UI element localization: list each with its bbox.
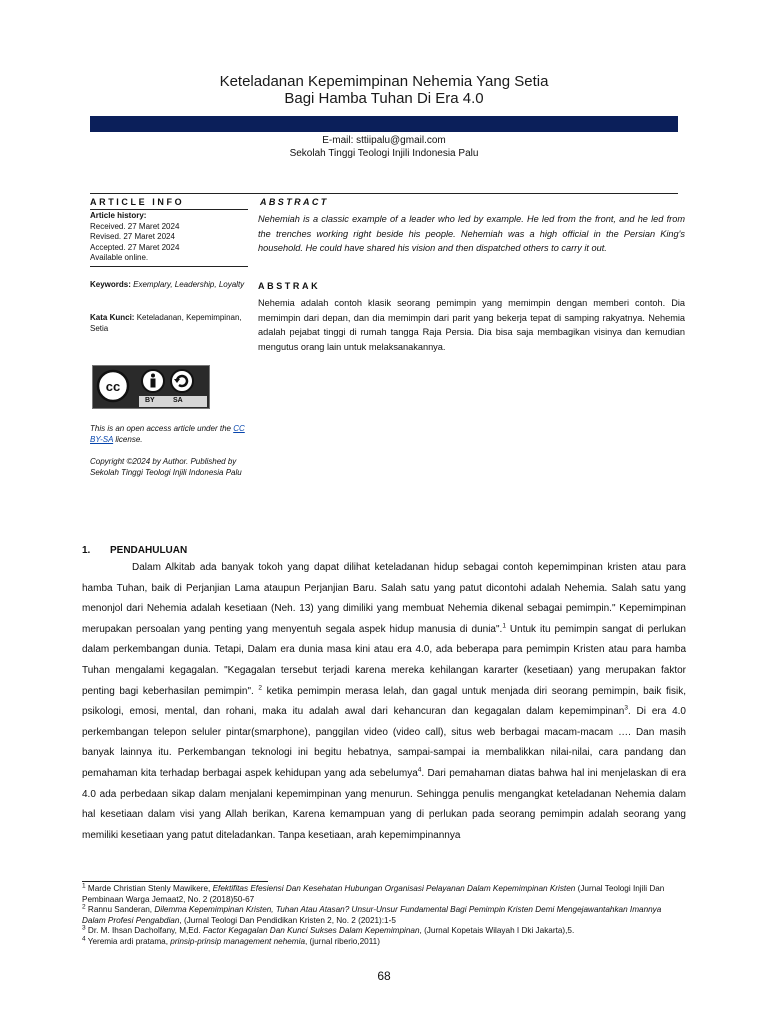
abstract-text-id: Nehemia adalah contoh klasik seorang pemimpin yang memimpin dengan memberi contoh. Dia memimpin dari depan, dan dia memimpin dari parit yang bekerja tepat di samping rakyatnya. Nehemia adalah pejabat tinggi di rumah tangga Raja Persia. Dia bisa saja membagikan visinya dan kemudian mengutus orang lain untuk melaksanakannya. xyxy=(258,298,685,352)
footnote-ref[interactable]: 1 xyxy=(502,622,506,630)
abstract-heading-id: ABSTRAK xyxy=(258,281,321,291)
keywords xyxy=(90,279,250,290)
footnote-ref[interactable]: 4 xyxy=(417,766,422,774)
section-title: PENDAHULUAN xyxy=(110,545,188,556)
paragraph-segment: . Di era 4.0 perkembangan telepon seluler pintar(smarphone), panggilan video (video call), situs web berbagai macam-macam …. Dan masih banyak lainnya itu. Perkembangan teknologi ini begitu hebatnya, sampai-sampai ia membalikkan nilai-nilai, cara pandang dan pemahaman kita terhadap berbagai aspek kehidupan yang ada sebelumya xyxy=(82,706,686,779)
header-divider xyxy=(90,193,678,194)
kata-kunci-value: Keteladanan, Kepemimpinan, Setia xyxy=(90,313,242,333)
footnote-title: Dilemma Kepemimpinan Kristen, Tuhan Atau Atasan? Unsur-Unsur Fundamental Bagi Pemimpin Kristen Demi Mengejawantahkan Imannya Dalam Profesi Pengabdian xyxy=(82,905,662,925)
paper-title-line-2: Bagi Hamba Tuhan Di Era 4.0 xyxy=(284,90,484,107)
footnote-source: , (Jurnal Teologi Dan Pendidikan Kristen 2, No. 2 (2021):1-5 xyxy=(179,915,396,925)
author-institution: Sekolah Tinggi Teologi Injili Indonesia Palu xyxy=(289,148,479,159)
author-email[interactable]: E-mail: sttiipalu@gmail.com xyxy=(322,135,446,146)
cc-sa-label: SA xyxy=(173,397,183,404)
footnote-item xyxy=(82,934,686,948)
license-link[interactable]: CC BY-SA xyxy=(90,424,245,444)
footnote-title: Factor Kegagalan Dan Kunci Sukses Dalam Kepemimpinan xyxy=(202,926,420,935)
keywords-value: Exemplary, Leadership, Loyalty xyxy=(133,280,245,289)
footnote-item xyxy=(82,926,686,937)
accepted-date: Accepted. 27 Maret 2024 xyxy=(90,242,180,252)
footnote-number: 3 xyxy=(82,924,86,932)
footnote-item xyxy=(82,884,686,905)
revised-date: Revised. 27 Maret 2024 xyxy=(90,232,175,241)
footnote-source: , (jurnal riberio,2011) xyxy=(305,936,380,946)
cc-by-sa-badge[interactable] xyxy=(92,365,210,409)
footnote-divider xyxy=(82,881,268,882)
article-history-divider xyxy=(90,266,248,267)
footnote-title: prinsip-prinsip management nehemia xyxy=(170,936,305,946)
article-info-divider xyxy=(90,209,248,210)
footnote-ref[interactable]: 2 xyxy=(258,684,262,692)
article-history xyxy=(90,211,250,264)
footnote-author: Rannu Sanderan, xyxy=(85,905,155,914)
open-access-text: This is an open access article under the xyxy=(90,424,231,433)
open-access-notice xyxy=(90,423,250,445)
available-online: Available online. xyxy=(90,253,149,262)
open-access-suffix: license. xyxy=(115,435,143,444)
svg-text:cc: cc xyxy=(105,379,121,394)
footnote-number: 1 xyxy=(82,882,86,890)
abstract-text-en: Nehemiah is a classic example of a leader who led by example. He led from the front, and he led from the trenches working right beside his people. Nehemiah was a high official in the Persian King's household. He could have shared his vision and then dispatched others to carry it out. xyxy=(258,214,685,253)
paragraph xyxy=(82,558,686,846)
footnote-source: (Jurnal Teologi Injili Dan Pembinaan Warga Jemaat2, No. 2 (2018)50-67 xyxy=(82,884,665,904)
author-contact xyxy=(0,134,768,160)
paragraph-segment: Untuk itu pemimpin sangat di perlukan dalam perkembangan dunia. Tetapi, Dalam era dunia masa kini atau era 4.0, ada beberapa para pemimpin Kristen atau para hamba Tuhan mengalami kegagalan. "Kegagalan tersebut terjadi karena mereka kehilangan kararter (kesetiaan) yang merupakan faktor penting bagi keberhasilan pemimpin". xyxy=(82,623,686,697)
paragraph-segment: . Dari pemahaman diatas bahwa hal ini menjelaskan di era 4.0 ada perbedaan sikap dalam menjalani kepemimpinan yang menurun. Sehingga penulis mengangkat keteladanan Nehemia dalam hal kesetiaan dalam visi yang Allah berikan, Karena kemampuan yang di perlukan pada seorang pemimpin adalah seorang yang memiliki kesetiaan yang patut diteladankan. Tanpa kesetiaan, arah kepemimpinannya xyxy=(82,767,687,841)
paper-title xyxy=(0,73,768,107)
footnote-number: 2 xyxy=(82,903,86,911)
footnote-author: Marde Christian Stenly Mawikere, xyxy=(85,884,213,893)
kata-kunci xyxy=(90,312,250,334)
footnote-title: Efektifitas Efesiensi Dan Kesehatan Hubungan Organisasi Pelayanan Dalam Kepemimpinan Kristen xyxy=(212,884,576,893)
kata-kunci-label: Kata Kunci: xyxy=(90,313,135,322)
footnote-source: , (Jurnal Kopetais Wilayah I Dki Jakarta),5. xyxy=(419,926,575,935)
footnotes xyxy=(82,884,686,947)
article-history-label: Article history: xyxy=(90,211,147,220)
header-color-bar xyxy=(90,116,678,132)
footnote-author: Dr. M. Ihsan Dacholfany, M,Ed. xyxy=(85,926,203,935)
paragraph-segment: Dalam Alkitab ada banyak tokoh yang dapat dilihat keteladanan hidup sebagai contoh kepemimpinan kristen atau para hamba Tuhan, baik di Perjanjian Lama ataupun Perjanjian Baru. Salah satu yang patut dicontohi adalah Nehemia. Salah satu yang menonjol dari Nehemia adalah kesetiaan (Neh. 13) yang dimiliki yang membuat Nehemia dikenal sebagai pemimpin." Kepemimpinan merupakan persoalan yang penting yang menyentuh segala aspek hidup manusia di dunia". xyxy=(82,562,686,635)
paper-title-line-1: Keteladanan Kepemimpinan Nehemia Yang Setia xyxy=(219,73,549,90)
section-number: 1. xyxy=(82,545,91,556)
keywords-label: Keywords: xyxy=(90,280,131,289)
footnote-item xyxy=(82,905,686,926)
paragraph-segment: ketika pemimpin merasa lelah, dan gagal untuk menjada diri seorang pemimpin, baik fisik, psikologi, emosi, mental, dan rohani, maka itu adalah awal dari kehancuran dan kegagalan dalam kepemimpinan xyxy=(82,685,687,718)
footnote-author: Yeremia ardi pratama, xyxy=(85,936,171,946)
footnote-number: 4 xyxy=(82,934,86,942)
article-info-heading: ARTICLE INFO xyxy=(90,197,185,207)
footnote-ref[interactable]: 3 xyxy=(624,704,628,712)
cc-by-label: BY xyxy=(145,397,155,404)
received-date: Received. 27 Maret 2024 xyxy=(90,221,180,231)
page-number: 68 xyxy=(377,969,391,983)
copyright-notice: Copyright ©2024 by Author. Published by Sekolah Tinggi Teologi Injili Indonesia Palu xyxy=(90,457,242,477)
abstract-heading-en: ABSTRACT xyxy=(260,197,329,207)
section-heading xyxy=(82,545,187,556)
body-text xyxy=(82,558,686,846)
